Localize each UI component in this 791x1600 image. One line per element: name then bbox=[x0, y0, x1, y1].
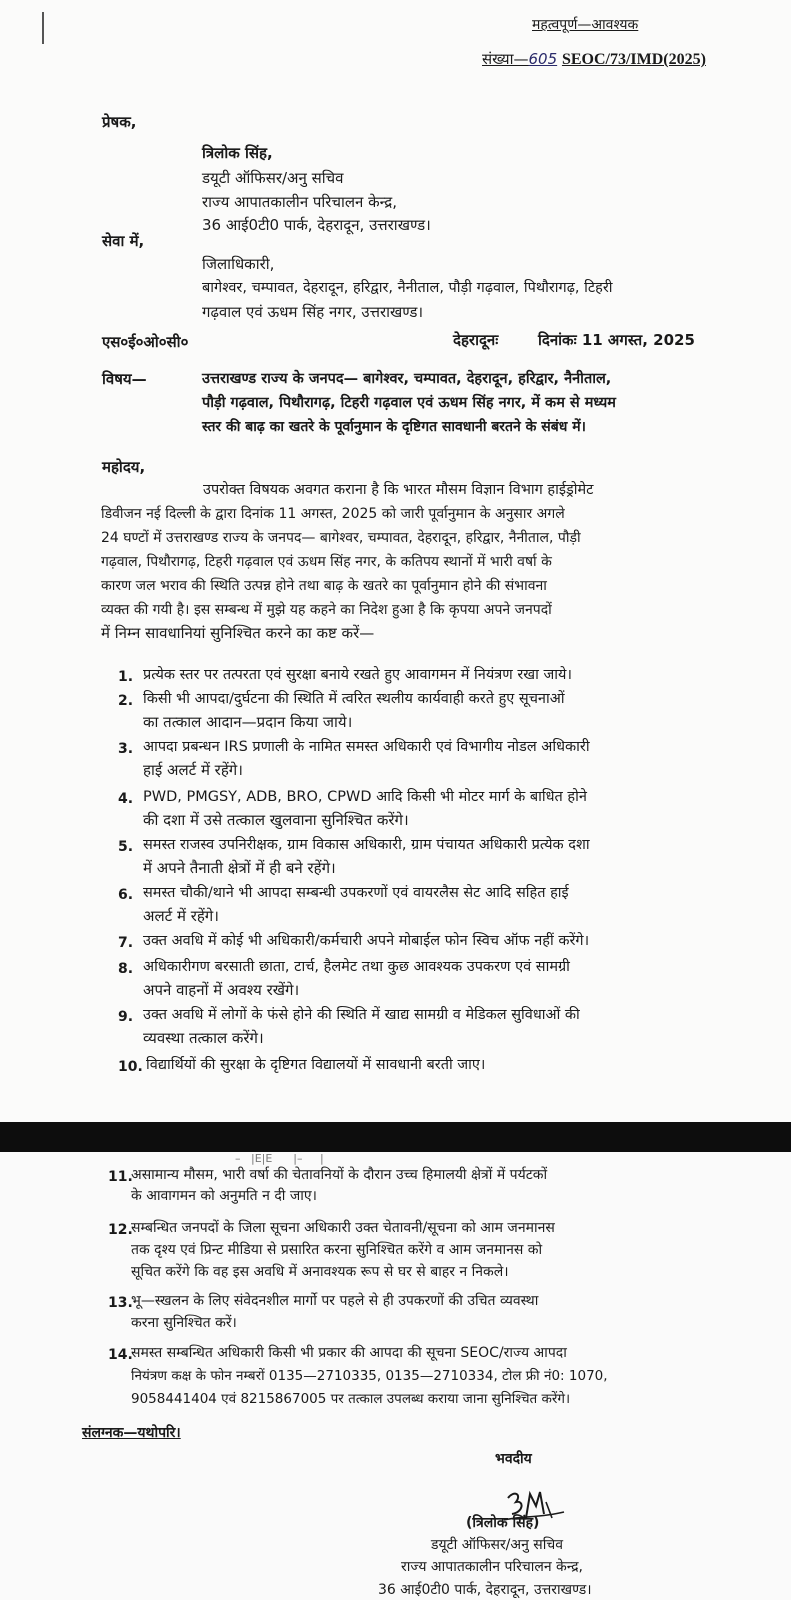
item-text: उक्त अवधि में कोई भी अधिकारी/कर्मचारी अपने मोबाईल फोन स्विच ऑफ नहीं करेंगे। bbox=[143, 933, 590, 949]
item-text: उक्त अवधि में लोगों के फंसे होने की स्थिति में खाद्य सामग्री व मेडिकल सुविधाओं की bbox=[143, 1007, 580, 1023]
item-text: करना सुनिश्चित करें। bbox=[131, 1315, 237, 1331]
item-number: 11. bbox=[108, 1169, 133, 1185]
item-text: आपदा प्रबन्धन IRS प्रणाली के नामित समस्त अधिकारी एवं विभागीय नोडल अधिकारी bbox=[143, 739, 590, 755]
sender-designation: डयूटी ऑफिसर/अनु सचिव bbox=[202, 169, 344, 187]
item-number: 14. bbox=[108, 1347, 133, 1363]
subject-line-2: पौड़ी गढ़वाल, पिथौरागढ़, टिहरी गढ़वाल एवं ऊधम सिंह नगर, में कम से मध्यम bbox=[202, 395, 616, 411]
item-text: समस्त राजस्व उपनिरीक्षक, ग्राम विकास अधिकारी, ग्राम पंचायत अधिकारी प्रत्येक दशा bbox=[143, 837, 590, 853]
item-number: 9. bbox=[118, 1009, 134, 1025]
item-text: के आवागमन को अनुमति न दी जाए। bbox=[131, 1188, 317, 1204]
item-text: में अपने तैनाती क्षेत्रों में ही बने रहेंगे। bbox=[143, 859, 336, 877]
item-text: PWD, PMGSY, ADB, BRO, CPWD आदि किसी भी मोटर मार्ग के बाधित होने bbox=[143, 789, 587, 805]
closing-yours: भवदीय bbox=[495, 1451, 532, 1467]
item-text: समस्त सम्बन्धित अधिकारी किसी भी प्रकार की आपदा की सूचना SEOC/राज्य आपदा bbox=[131, 1345, 567, 1361]
item-text: प्रत्येक स्तर पर तत्परता एवं सुरक्षा बनाये रखते हुए आवागमन में नियंत्रण रखा जाये। bbox=[143, 667, 572, 683]
subject-line-3: स्तर की बाढ़ का खतरे के पूर्वानुमान के दृष्टिगत सावधानी बरतने के संबंध में। bbox=[202, 419, 586, 435]
item-text: अलर्ट में रहेंगे। bbox=[143, 907, 219, 925]
sender-address: 36 आई0टी0 पार्क, देहरादून, उत्तराखण्ड। bbox=[202, 216, 431, 234]
item-text: 9058441404 एवं 8215867005 पर तत्काल उपलब्ध कराया जाना सुनिश्चित करेंगे। bbox=[131, 1391, 571, 1407]
item-text: भू—स्खलन के लिए संवेदनशील मार्गो पर पहले से ही उपकरणों की उचित व्यवस्था bbox=[131, 1293, 539, 1309]
item-number: 6. bbox=[118, 887, 134, 903]
signatory-office: राज्य आपातकालीन परिचालन केन्द्र, bbox=[401, 1559, 584, 1575]
recipient-title: जिलाधिकारी, bbox=[202, 255, 275, 273]
letter-date: दिनांकः 11 अगस्त, 2025 bbox=[538, 331, 695, 349]
item-text: समस्त चौकी/थाने भी आपदा सम्बन्धी उपकरणों एवं वायरलैस सेट आदि सहित हाई bbox=[143, 885, 569, 901]
salutation: महोदय, bbox=[102, 458, 146, 476]
page-separator bbox=[0, 1122, 791, 1152]
body-line-1: उपरोक्त विषयक अवगत कराना है कि भारत मौसम विज्ञान विभाग हाईड्रोमेट bbox=[203, 482, 594, 498]
place: देहरादूनः bbox=[453, 331, 499, 349]
item-number: 8. bbox=[118, 961, 134, 977]
item-number: 5. bbox=[118, 839, 134, 855]
item-text: सूचित करेंगे कि वह इस अवधि में अनावश्यक रूप से घर से बाहर न निकले। bbox=[131, 1264, 509, 1280]
signatory-name: (त्रिलोक सिंह) bbox=[466, 1515, 540, 1531]
item-text: की दशा में उसे तत्काल खुलवाना सुनिश्चित करेंगे। bbox=[143, 811, 409, 829]
reference-label: संख्या— bbox=[482, 50, 529, 68]
recipient-districts-2: गढ़वाल एवं ऊधम सिंह नगर, उत्तराखण्ड। bbox=[202, 303, 424, 321]
item-text: हाई अलर्ट में रहेंगे। bbox=[143, 761, 243, 779]
priority-label: महत्वपूर्ण—आवश्यक bbox=[532, 17, 639, 33]
signatory-address: 36 आई0टी0 पार्क, देहरादून, उत्तराखण्ड। bbox=[378, 1582, 592, 1598]
item-number: 7. bbox=[118, 935, 134, 951]
item-number: 10. bbox=[118, 1059, 143, 1075]
body-line-7: में निम्न सावधानियां सुनिश्चित करने का कष्ट करें— bbox=[101, 624, 375, 642]
item-number: 2. bbox=[118, 693, 134, 709]
body-line-5: कारण जल भराव की स्थिति उत्पन्न होने तथा बाढ़ के खतरे का पूर्वानुमान होने की संभावना bbox=[101, 578, 547, 594]
reference-code: SEOC/73/IMD(2025) bbox=[561, 51, 706, 68]
item-text: अपने वाहनों में अवश्य रखेंगे। bbox=[143, 981, 300, 999]
item-text: तक दृश्य एवं प्रिन्ट मीडिया से प्रसारित करना सुनिश्चित करेंगे व आम जनमानस को bbox=[131, 1242, 543, 1258]
body-line-6: व्यक्त की गयी है। इस सम्बन्ध में मुझे यह कहने का निदेश हुआ है कि कृपया अपने जनपदों bbox=[101, 602, 552, 618]
item-text: विद्यार्थियों की सुरक्षा के दृष्टिगत विद्यालयों में सावधानी बरती जाए। bbox=[146, 1057, 486, 1073]
reference-handwritten: 605 bbox=[528, 50, 558, 68]
item-text: सम्बन्धित जनपदों के जिला सूचना अधिकारी उक्त चेतावनी/सूचना को आम जनमानस bbox=[131, 1220, 555, 1236]
sender-office: राज्य आपातकालीन परिचालन केन्द्र, bbox=[202, 193, 398, 211]
signatory-designation: डयूटी ऑफिसर/अनु सचिव bbox=[431, 1537, 564, 1553]
body-line-4: गढ़वाल, पिथौरागढ़, टिहरी गढ़वाल एवं ऊधम सिंह नगर, के कतिपय स्थानों में भारी वर्षा के bbox=[101, 554, 552, 570]
body-line-2: डिवीजन नई दिल्ली के द्वारा दिनांक 11 अगस्त, 2025 को जारी पूर्वानुमान के अनुसार अगले bbox=[101, 506, 565, 522]
reference-number bbox=[482, 50, 706, 69]
item-number: 3. bbox=[118, 741, 134, 757]
bleed-through-marks: – |E|E |– | bbox=[235, 1152, 324, 1165]
sender-name: त्रिलोक सिंह, bbox=[202, 144, 273, 162]
item-number: 13. bbox=[108, 1295, 133, 1311]
enclosure-note: संलग्नक—यथोपरि। bbox=[82, 1425, 181, 1441]
item-text: व्यवस्था तत्काल करेंगे। bbox=[143, 1029, 264, 1047]
item-text: असामान्य मौसम, भारी वर्षा की चेतावनियों के दौरान उच्च हिमालयी क्षेत्रों में पर्यटकों bbox=[131, 1167, 548, 1183]
item-text: का तत्काल आदान—प्रदान किया जाये। bbox=[143, 713, 353, 731]
subject-line-1: उत्तराखण्ड राज्य के जनपद— बागेश्वर, चम्पावत, देहरादून, हरिद्वार, नैनीताल, bbox=[202, 371, 612, 387]
recipient-label: सेवा में, bbox=[102, 232, 145, 250]
body-line-3: 24 घण्टों में उत्तराखण्ड राज्य के जनपद— बागेश्वर, चम्पावत, देहरादून, हरिद्वार, नैनीताल, पौड़ी bbox=[101, 530, 581, 546]
recipient-districts-1: बागेश्वर, चम्पावत, देहरादून, हरिद्वार, नैनीताल, पौड़ी गढ़वाल, पिथौरागढ़, टिहरी bbox=[202, 280, 613, 296]
item-number: 1. bbox=[118, 669, 134, 685]
section-code: एस०ई०ओ०सी० bbox=[102, 333, 189, 351]
item-number: 4. bbox=[118, 791, 134, 807]
subject-label: विषय— bbox=[102, 370, 147, 388]
sender-label: प्रेषक, bbox=[102, 113, 137, 131]
item-text: नियंत्रण कक्ष के फोन नम्बरों 0135—2710335, 0135—2710334, टोल फ्री नं0: 1070, bbox=[131, 1368, 608, 1384]
item-number: 12. bbox=[108, 1222, 133, 1238]
item-text: किसी भी आपदा/दुर्घटना की स्थिति में त्वरित स्थलीय कार्यवाही करते हुए सूचनाओं bbox=[143, 691, 565, 707]
scan-edge-mark bbox=[42, 12, 44, 44]
item-text: अधिकारीगण बरसाती छाता, टार्च, हैलमेट तथा कुछ आवश्यक उपकरण एवं सामग्री bbox=[143, 959, 570, 975]
